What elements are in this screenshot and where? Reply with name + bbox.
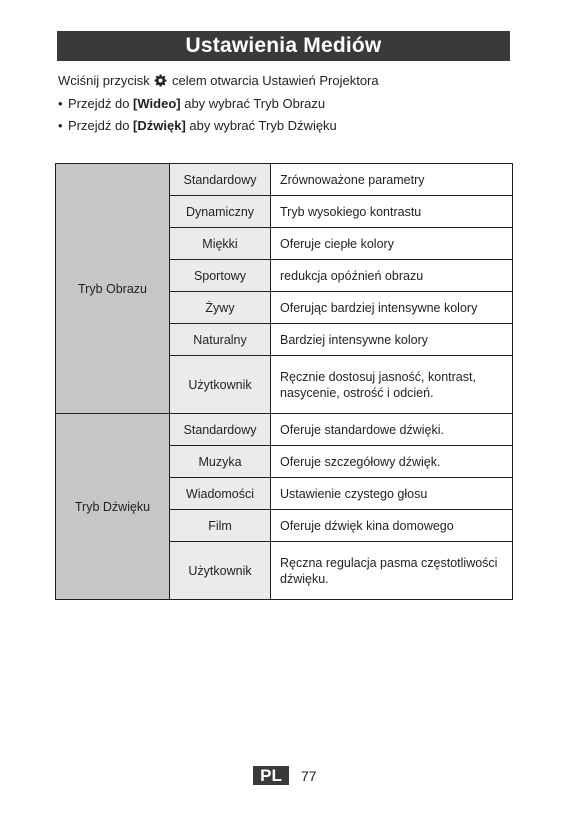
mode-cell: Standardowy <box>170 164 271 196</box>
mode-cell: Sportowy <box>170 260 271 292</box>
bullet-dot: • <box>58 118 63 133</box>
language-badge: PL <box>253 766 289 785</box>
desc-cell: Bardziej intensywne kolory <box>271 324 513 356</box>
desc-cell: Oferuje szczegółowy dźwięk. <box>271 446 513 478</box>
mode-cell: Naturalny <box>170 324 271 356</box>
group-sound-mode: Tryb Dźwięku <box>56 414 170 600</box>
mode-cell: Użytkownik <box>170 356 271 414</box>
mode-cell: Film <box>170 510 271 542</box>
desc-cell: redukcja opóźnień obrazu <box>271 260 513 292</box>
bullet-dot: • <box>58 95 63 111</box>
group-picture-mode: Tryb Obrazu <box>56 164 170 414</box>
mode-cell: Wiadomości <box>170 478 271 510</box>
media-settings-table <box>55 163 513 600</box>
desc-cell: Ręczna regulacja pasma częstotliwości dźwięku. <box>271 542 513 600</box>
mode-cell: Użytkownik <box>170 542 271 600</box>
table-row <box>56 164 513 196</box>
desc-cell: Ustawienie czystego głosu <box>271 478 513 510</box>
mode-cell: Standardowy <box>170 414 271 446</box>
table-row <box>56 414 513 446</box>
bullet-key-sound: [Dźwięk] <box>133 118 186 133</box>
intro-bullet-video <box>58 93 518 116</box>
bullet-key-video: [Wideo] <box>133 95 181 111</box>
desc-cell: Oferując bardziej intensywne kolory <box>271 292 513 324</box>
desc-cell: Oferuje ciepłe kolory <box>271 228 513 260</box>
intro-bullet-sound <box>58 115 518 138</box>
intro-instruction <box>58 70 518 93</box>
desc-cell: Oferuje standardowe dźwięki. <box>271 414 513 446</box>
mode-cell: Żywy <box>170 292 271 324</box>
mode-cell: Miękki <box>170 228 271 260</box>
intro-instruction-before: Wciśnij przycisk <box>58 73 150 88</box>
desc-cell: Zrównoważone parametry <box>271 164 513 196</box>
intro-instruction-after: celem otwarcia Ustawień Projektora <box>171 73 379 88</box>
desc-cell: Ręcznie dostosuj jasność, kontrast, nasycenie, ostrość i odcień. <box>271 356 513 414</box>
desc-cell: Oferuje dźwięk kina domowego <box>271 510 513 542</box>
bullet-pre: Przejdź do <box>68 95 130 111</box>
intro-text <box>58 70 518 138</box>
bullet-post: aby wybrać Tryb Obrazu <box>184 95 326 111</box>
bullet-post: aby wybrać Tryb Dźwięku <box>189 118 337 133</box>
page-number: 77 <box>301 767 317 784</box>
page-title: Ustawienia Mediów <box>57 31 510 61</box>
bullet-pre: Przejdź do <box>68 118 130 133</box>
mode-cell: Muzyka <box>170 446 271 478</box>
mode-cell: Dynamiczny <box>170 196 271 228</box>
page-footer <box>253 766 317 785</box>
gear-icon <box>154 74 167 87</box>
desc-cell: Tryb wysokiego kontrastu <box>271 196 513 228</box>
